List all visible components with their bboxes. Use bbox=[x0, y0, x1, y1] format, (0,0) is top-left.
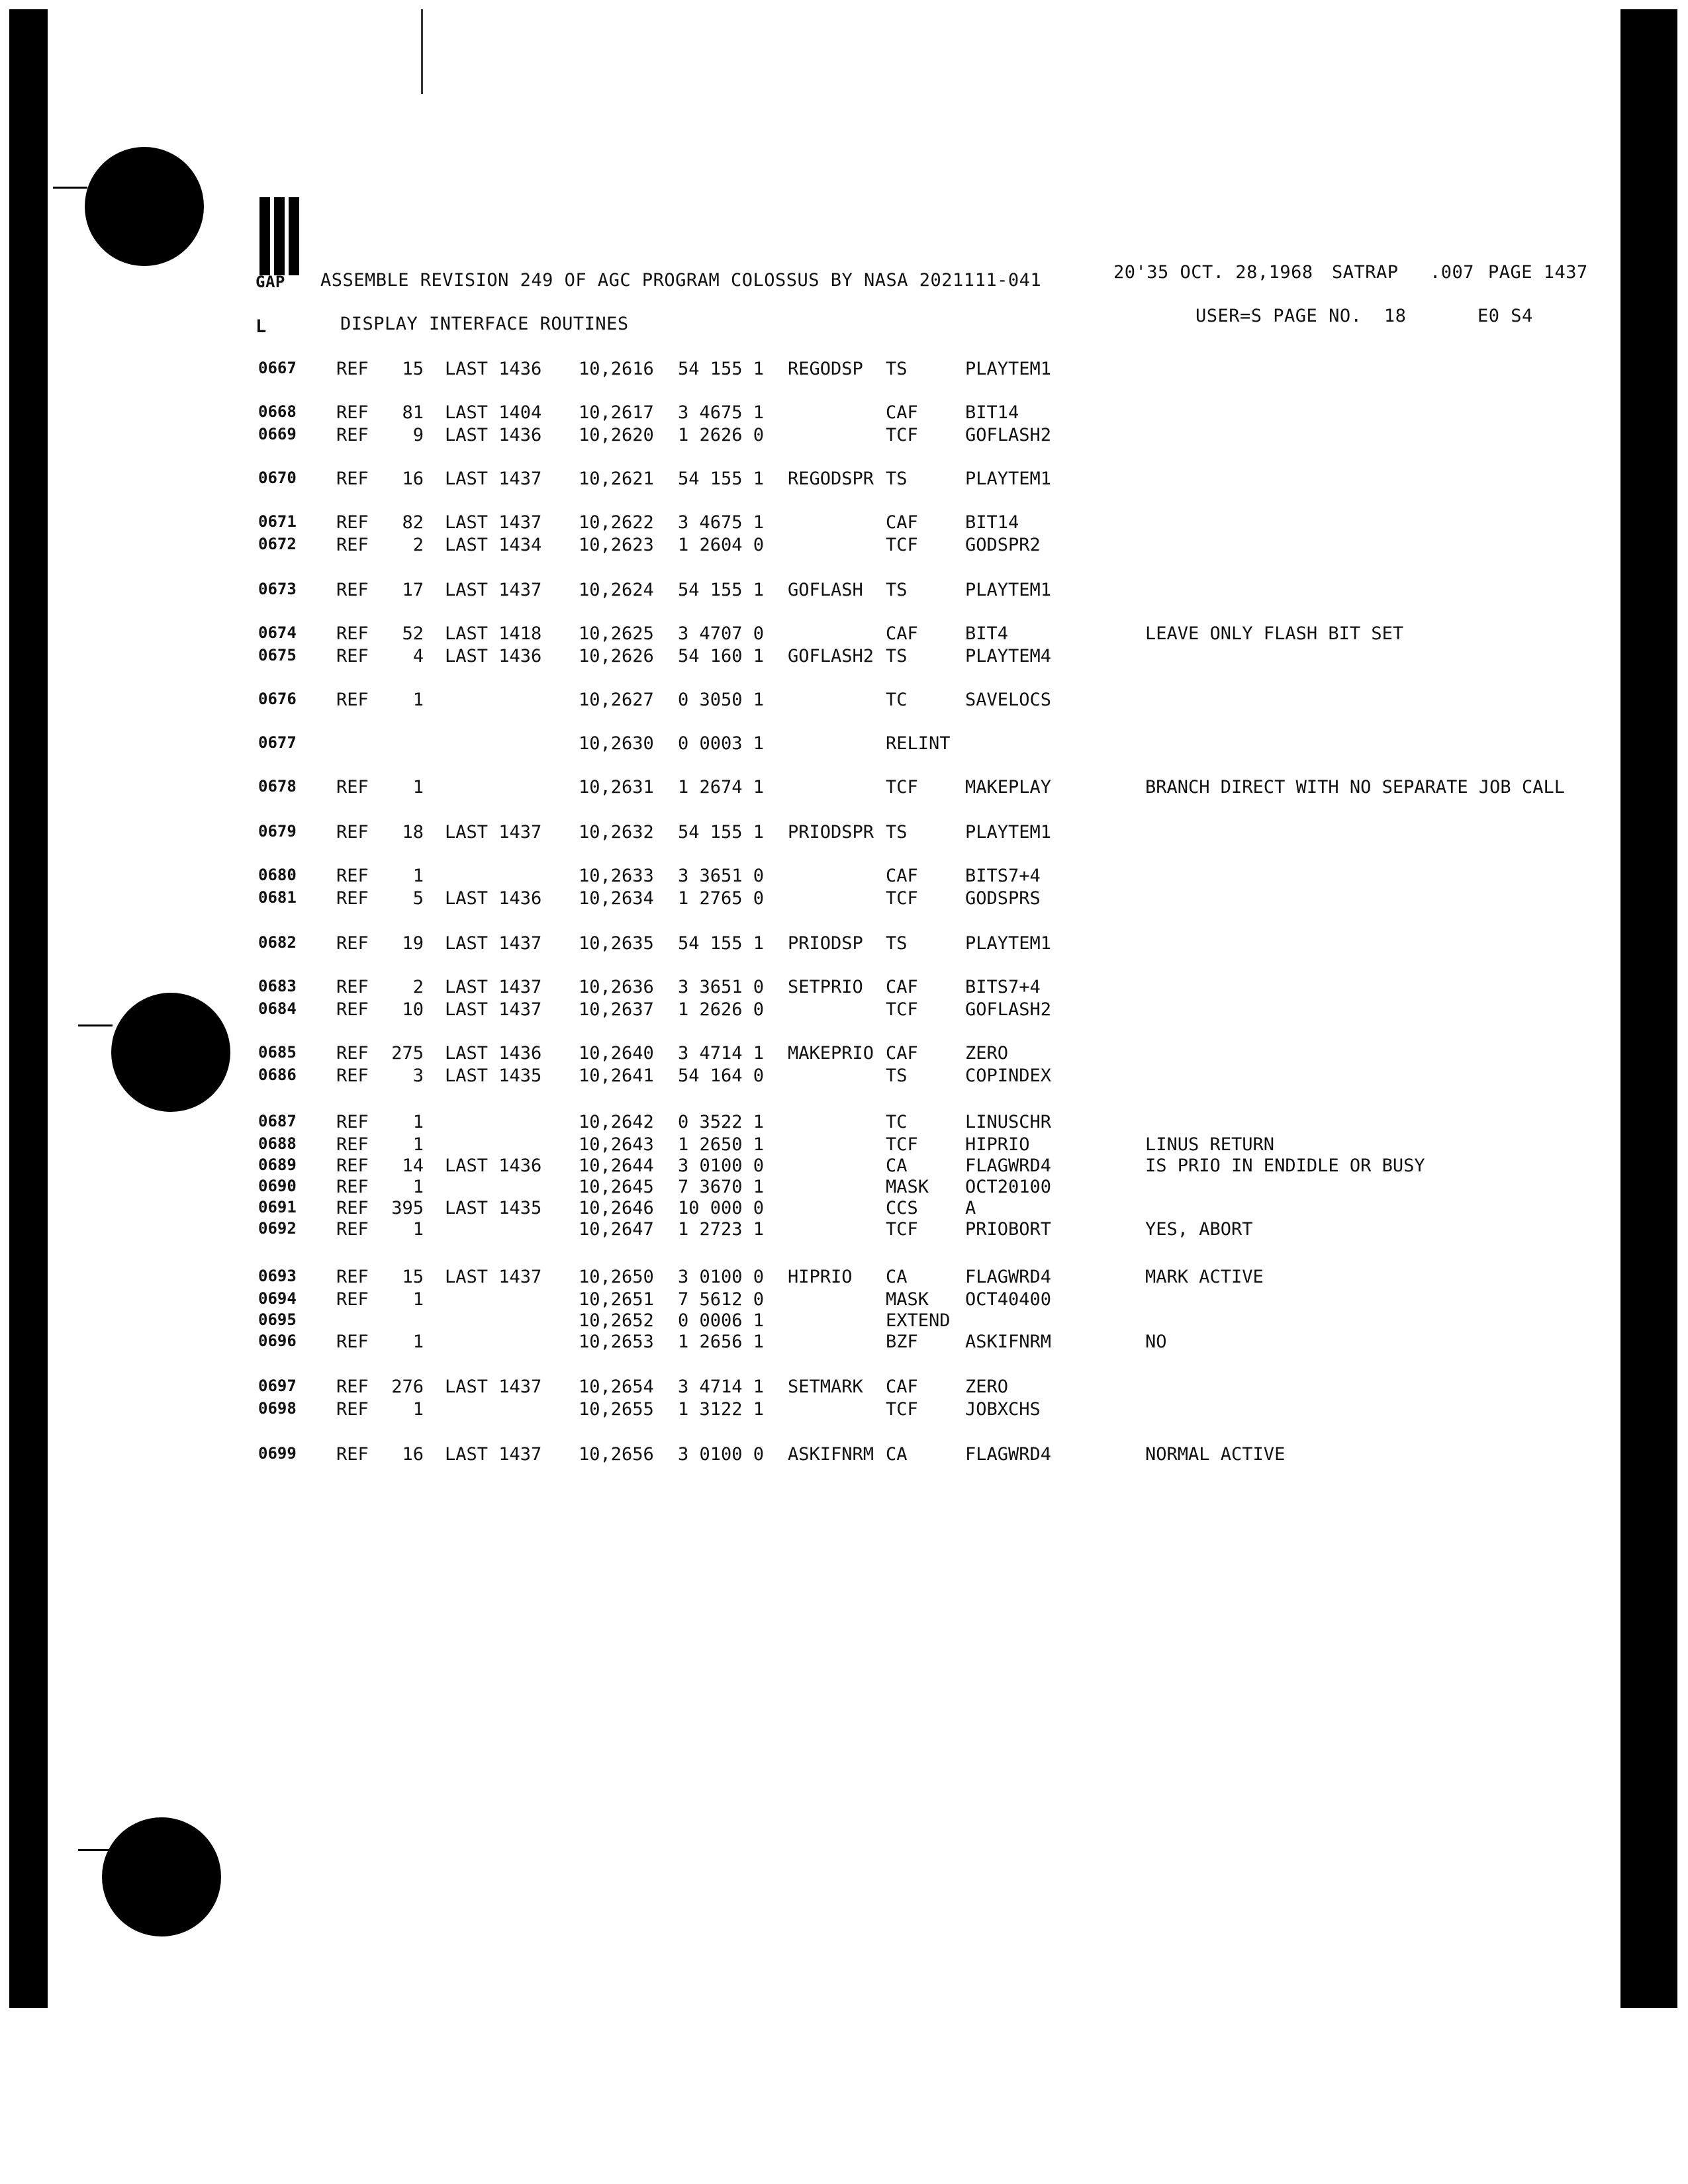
version-code: .007 bbox=[1430, 262, 1475, 283]
listing-row: 0672 REF 2 LAST 1434 10,2623 1 2604 0 TCF GODSPR2 bbox=[258, 535, 1041, 555]
punch-hole-bottom bbox=[102, 1817, 221, 1936]
listing-row: 0699 REF 16 LAST 1437 10,2656 3 0100 0 ASKIFNRM CA FLAGWRD4 NORMAL ACTIVE bbox=[258, 1444, 1286, 1465]
user-name: SATRAP bbox=[1332, 262, 1399, 283]
listing-row: 0691 REF 395 LAST 1435 10,2646 10 000 0 CCS A bbox=[258, 1198, 976, 1218]
punch-hole-top bbox=[85, 147, 204, 266]
listing-row: 0676 REF 1 10,2627 0 3050 1 TC SAVELOCS bbox=[258, 690, 1052, 710]
page-number: PAGE 1437 bbox=[1488, 262, 1588, 283]
listing-row: 0679 REF 18 LAST 1437 10,2632 54 155 1 PRIODSPR TS PLAYTEM1 bbox=[258, 822, 1052, 842]
listing-row: 0668 REF 81 LAST 1404 10,2617 3 4675 1 CAF BIT14 bbox=[258, 402, 1019, 423]
listing-row: 0680 REF 1 10,2633 3 3651 0 CAF BITS7+4 bbox=[258, 866, 1041, 886]
listing-row: 0667 REF 15 LAST 1436 10,2616 54 155 1 REGODSP TS PLAYTEM1 bbox=[258, 359, 1052, 379]
listing-row: 0689 REF 14 LAST 1436 10,2644 3 0100 0 CA FLAGWRD4 IS PRIO IN ENDIDLE OR BUSY bbox=[258, 1156, 1425, 1176]
listing-row: 0673 REF 17 LAST 1437 10,2624 54 155 1 GOFLASH TS PLAYTEM1 bbox=[258, 580, 1052, 600]
gap-marker-bar-2 bbox=[274, 197, 285, 275]
gap-marker-bar-1 bbox=[259, 197, 270, 275]
listing-row: 0697 REF 276 LAST 1437 10,2654 3 4714 1 SETMARK CAF ZERO bbox=[258, 1377, 1009, 1397]
section-letter: L bbox=[256, 316, 267, 337]
listing-row: 0684 REF 10 LAST 1437 10,2637 1 2626 0 TCF GOFLASH2 bbox=[258, 999, 1052, 1020]
listing-row: 0694 REF 1 10,2651 7 5612 0 MASK OCT40400 bbox=[258, 1289, 1052, 1310]
fold-line bbox=[421, 9, 423, 94]
left-binder-edge bbox=[9, 9, 48, 2008]
right-binder-edge bbox=[1620, 9, 1677, 2008]
sheet-code: E0 S4 bbox=[1477, 306, 1533, 326]
listing-row: 0698 REF 1 10,2655 1 3122 1 TCF JOBXCHS bbox=[258, 1399, 1041, 1420]
listing-row: 0682 REF 19 LAST 1437 10,2635 54 155 1 PRIODSP TS PLAYTEM1 bbox=[258, 933, 1052, 954]
punch-hole-tick-top bbox=[53, 187, 87, 189]
listing-row: 0683 REF 2 LAST 1437 10,2636 3 3651 0 SETPRIO CAF BITS7+4 bbox=[258, 977, 1041, 997]
listing-row: 0677 10,2630 0 0003 1 RELINT bbox=[258, 733, 951, 754]
listing-row: 0671 REF 82 LAST 1437 10,2622 3 4675 1 CAF BIT14 bbox=[258, 512, 1019, 533]
listing-row: 0686 REF 3 LAST 1435 10,2641 54 164 0 TS COPINDEX bbox=[258, 1066, 1052, 1086]
punch-hole-middle bbox=[111, 993, 230, 1112]
punch-hole-tick-bottom bbox=[78, 1849, 113, 1851]
listing-row: 0669 REF 9 LAST 1436 10,2620 1 2626 0 TCF GOFLASH2 bbox=[258, 425, 1052, 445]
listing-row: 0695 10,2652 0 0006 1 EXTEND bbox=[258, 1310, 951, 1331]
listing-row: 0674 REF 52 LAST 1418 10,2625 3 4707 0 CAF BIT4 LEAVE ONLY FLASH BIT SET bbox=[258, 623, 1404, 644]
user-page-number: USER=S PAGE NO. 18 bbox=[1196, 306, 1407, 326]
listing-row: 0693 REF 15 LAST 1437 10,2650 3 0100 0 HIPRIO CA FLAGWRD4 MARK ACTIVE bbox=[258, 1267, 1264, 1287]
listing-row: 0692 REF 1 10,2647 1 2723 1 TCF PRIOBORT YES, ABORT bbox=[258, 1219, 1253, 1240]
listing-row: 0687 REF 1 10,2642 0 3522 1 TC LINUSCHR bbox=[258, 1112, 1052, 1132]
listing-row: 0688 REF 1 10,2643 1 2650 1 TCF HIPRIO LINUS RETURN bbox=[258, 1134, 1275, 1155]
gap-marker-bar-3 bbox=[289, 197, 299, 275]
listing-row: 0685 REF 275 LAST 1436 10,2640 3 4714 1 MAKEPRIO CAF ZERO bbox=[258, 1043, 1009, 1064]
section-title: DISPLAY INTERFACE ROUTINES bbox=[340, 314, 629, 334]
gap-mark: GAP bbox=[256, 273, 285, 291]
listing-row: 0678 REF 1 10,2631 1 2674 1 TCF MAKEPLAY BRANCH DIRECT WITH NO SEPARATE JOB CALL bbox=[258, 777, 1565, 797]
punch-hole-tick-middle bbox=[78, 1024, 113, 1026]
listing-row: 0675 REF 4 LAST 1436 10,2626 54 160 1 GOFLASH2 TS PLAYTEM4 bbox=[258, 646, 1052, 666]
listing-row: 0690 REF 1 10,2645 7 3670 1 MASK OCT20100 bbox=[258, 1177, 1052, 1197]
assembly-title: ASSEMBLE REVISION 249 OF AGC PROGRAM COLOSSUS BY NASA 2021111-041 bbox=[320, 270, 1042, 291]
listing-row: 0670 REF 16 LAST 1437 10,2621 54 155 1 REGODSPR TS PLAYTEM1 bbox=[258, 469, 1052, 489]
listing-row: 0681 REF 5 LAST 1436 10,2634 1 2765 0 TCF GODSPRS bbox=[258, 888, 1041, 909]
listing-row: 0696 REF 1 10,2653 1 2656 1 BZF ASKIFNRM NO bbox=[258, 1332, 1167, 1352]
timestamp: 20'35 OCT. 28,1968 bbox=[1113, 262, 1313, 283]
